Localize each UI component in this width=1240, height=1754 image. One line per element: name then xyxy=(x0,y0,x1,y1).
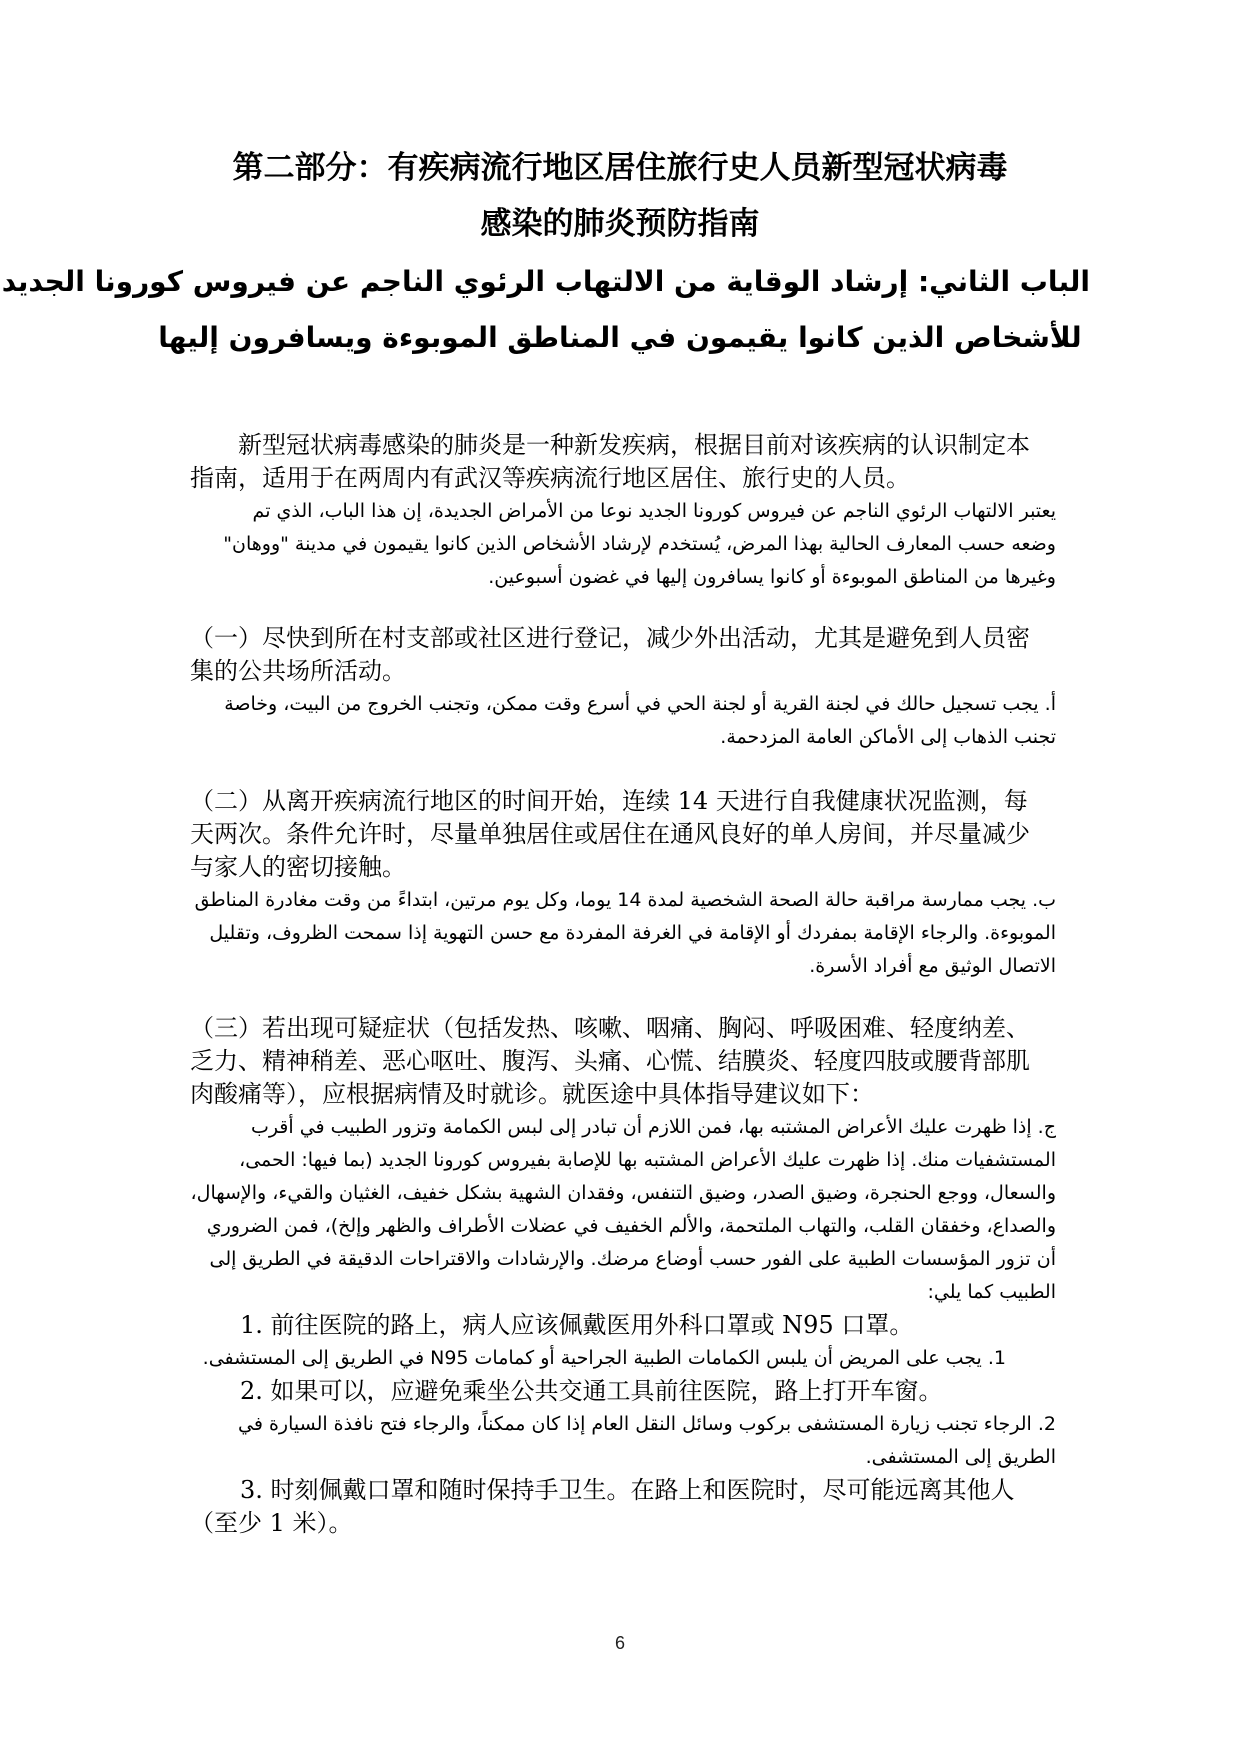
section-3-chinese-line-1: （三）若出现可疑症状（包括发热、咳嗽、咽痛、胸闷、呼吸困难、轻度纳差、 xyxy=(190,1014,1030,1042)
section-1-arabic-line-1: أ. يجب تسجيل حالك في لجنة القرية أو لجنة الحي في أسرع وقت ممكن، وتجنب الخروج من البيت، وخاصة xyxy=(224,693,1056,715)
item-1-arabic: 1. يجب على المريض أن يلبس الكمامات الطبية الجراحية أو كمامات N95 في الطريق إلى المستشفى. xyxy=(202,1347,1006,1369)
intro-chinese-line-2: 指南，适用于在两周内有武汉等疾病流行地区居住、旅行史的人员。 xyxy=(190,464,910,492)
section-3-chinese-line-3: 肉酸痛等），应根据病情及时就诊。就医途中具体指导建议如下： xyxy=(190,1080,874,1108)
intro-chinese-line-1: 新型冠状病毒感染的肺炎是一种新发疾病，根据目前对该疾病的认识制定本 xyxy=(238,431,1030,459)
item-2-arabic-line-2: الطريق إلى المستشفى. xyxy=(865,1446,1056,1468)
arabic-title-line-1: الباب الثاني: إرشاد الوقاية من الالتهاب الرئوي الناجم عن فيروس كورونا الجديد xyxy=(1,265,1090,298)
section-3-arabic-line-5: أن تزور المؤسسات الطبية على الفور حسب أوضاع مرضك. والإرشادات والاقتراحات الدقيقة في الطريق إلى xyxy=(209,1248,1056,1270)
chinese-title-line-1: 第二部分：有疾病流行地区居住旅行史人员新型冠状病毒 xyxy=(232,150,1008,186)
section-3-arabic-line-1: ج. إذا ظهرت عليك الأعراض المشتبه بها، فمن اللازم أن تبادر إلى لبس الكمامة وتزور الطبيب في أقرب xyxy=(250,1116,1056,1138)
section-3-chinese-line-2: 乏力、精神稍差、恶心呕吐、腹泻、头痛、心慌、结膜炎、轻度四肢或腰背部肌 xyxy=(190,1047,1030,1075)
section-3-arabic-line-3: والسعال، ووجع الحنجرة، وضيق الصدر، وضيق التنفس، وفقدان الشهية بشكل خفيف، الغثيان والقيء، والإسهال، xyxy=(190,1182,1056,1204)
intro-arabic-line-1: يعتبر الالتهاب الرئوي الناجم عن فيروس كورونا الجديد نوعا من الأمراض الجديدة، إن هذا الباب، الذي تم xyxy=(252,500,1056,522)
item-2-arabic-line-1: 2. الرجاء تجنب زيارة المستشفى بركوب وسائل النقل العام إذا كان ممكناً، والرجاء فتح نافذة السيارة في xyxy=(238,1413,1056,1435)
section-2-chinese-line-1: （二）从离开疾病流行地区的时间开始，连续 14 天进行自我健康状况监测，每 xyxy=(190,787,1028,815)
section-2-arabic-line-2: الموبوءة. والرجاء الإقامة بمفردك أو الإقامة في الغرفة المفردة مع حسن التهوية إذا سمحت الظروف، وتقليل xyxy=(209,922,1056,944)
section-1-chinese-line-2: 集的公共场所活动。 xyxy=(190,657,406,685)
intro-arabic-line-3: وغيرها من المناطق الموبوءة أو كانوا يسافرون إليها في غضون أسبوعين. xyxy=(488,566,1056,588)
section-2-chinese-line-2: 天两次。条件允许时，尽量单独居住或居住在通风良好的单人房间，并尽量减少 xyxy=(190,820,1030,848)
section-1-chinese-line-1: （一）尽快到所在村支部或社区进行登记，减少外出活动，尤其是避免到人员密 xyxy=(190,624,1030,652)
arabic-title-line-2: للأشخاص الذين كانوا يقيمون في المناطق الموبوءة ويسافرون إليها xyxy=(158,321,1082,354)
section-2-arabic-line-1: ب. يجب ممارسة مراقبة حالة الصحة الشخصية لمدة 14 يوما، وكل يوم مرتين، ابتداءً من وقت مغادرة المناطق xyxy=(194,889,1056,911)
item-3-chinese-line-2: （至少 1 米）。 xyxy=(190,1509,353,1537)
section-3-arabic-line-2: المستشفيات منك. إذا ظهرت عليك الأعراض المشتبه بها للإصابة بفيروس كورونا الجديد (بما فيها: الحمى، xyxy=(239,1149,1056,1171)
intro-arabic-line-2: وضعه حسب المعارف الحالية بهذا المرض، يُستخدم لإرشاد الأشخاص الذين كانوا يقيمون في مدينة "ووهان" xyxy=(223,533,1056,555)
page-number: 6 xyxy=(614,1633,625,1653)
item-3-chinese-line-1: 3. 时刻佩戴口罩和随时保持手卫生。在路上和医院时，尽可能远离其他人 xyxy=(240,1476,1015,1504)
section-2-arabic-line-3: الاتصال الوثيق مع أفراد الأسرة. xyxy=(809,955,1056,977)
section-3-arabic-line-4: والصداع، وخفقان القلب، والتهاب الملتحمة، والألم الخفيف في عضلات الأطراف والظهر وإلخ)، فمن الضروري xyxy=(206,1215,1056,1237)
chinese-title-line-2: 感染的肺炎预防指南 xyxy=(480,206,760,242)
item-2-chinese: 2. 如果可以，应避免乘坐公共交通工具前往医院，路上打开车窗。 xyxy=(240,1377,943,1405)
item-1-chinese: 1. 前往医院的路上，病人应该佩戴医用外科口罩或 N95 口罩。 xyxy=(240,1311,914,1339)
section-1-arabic-line-2: تجنب الذهاب إلى الأماكن العامة المزدحمة. xyxy=(720,726,1056,748)
section-3-arabic-line-6: الطبيب كما يلي: xyxy=(927,1281,1056,1303)
section-2-chinese-line-3: 与家人的密切接触。 xyxy=(190,853,406,881)
